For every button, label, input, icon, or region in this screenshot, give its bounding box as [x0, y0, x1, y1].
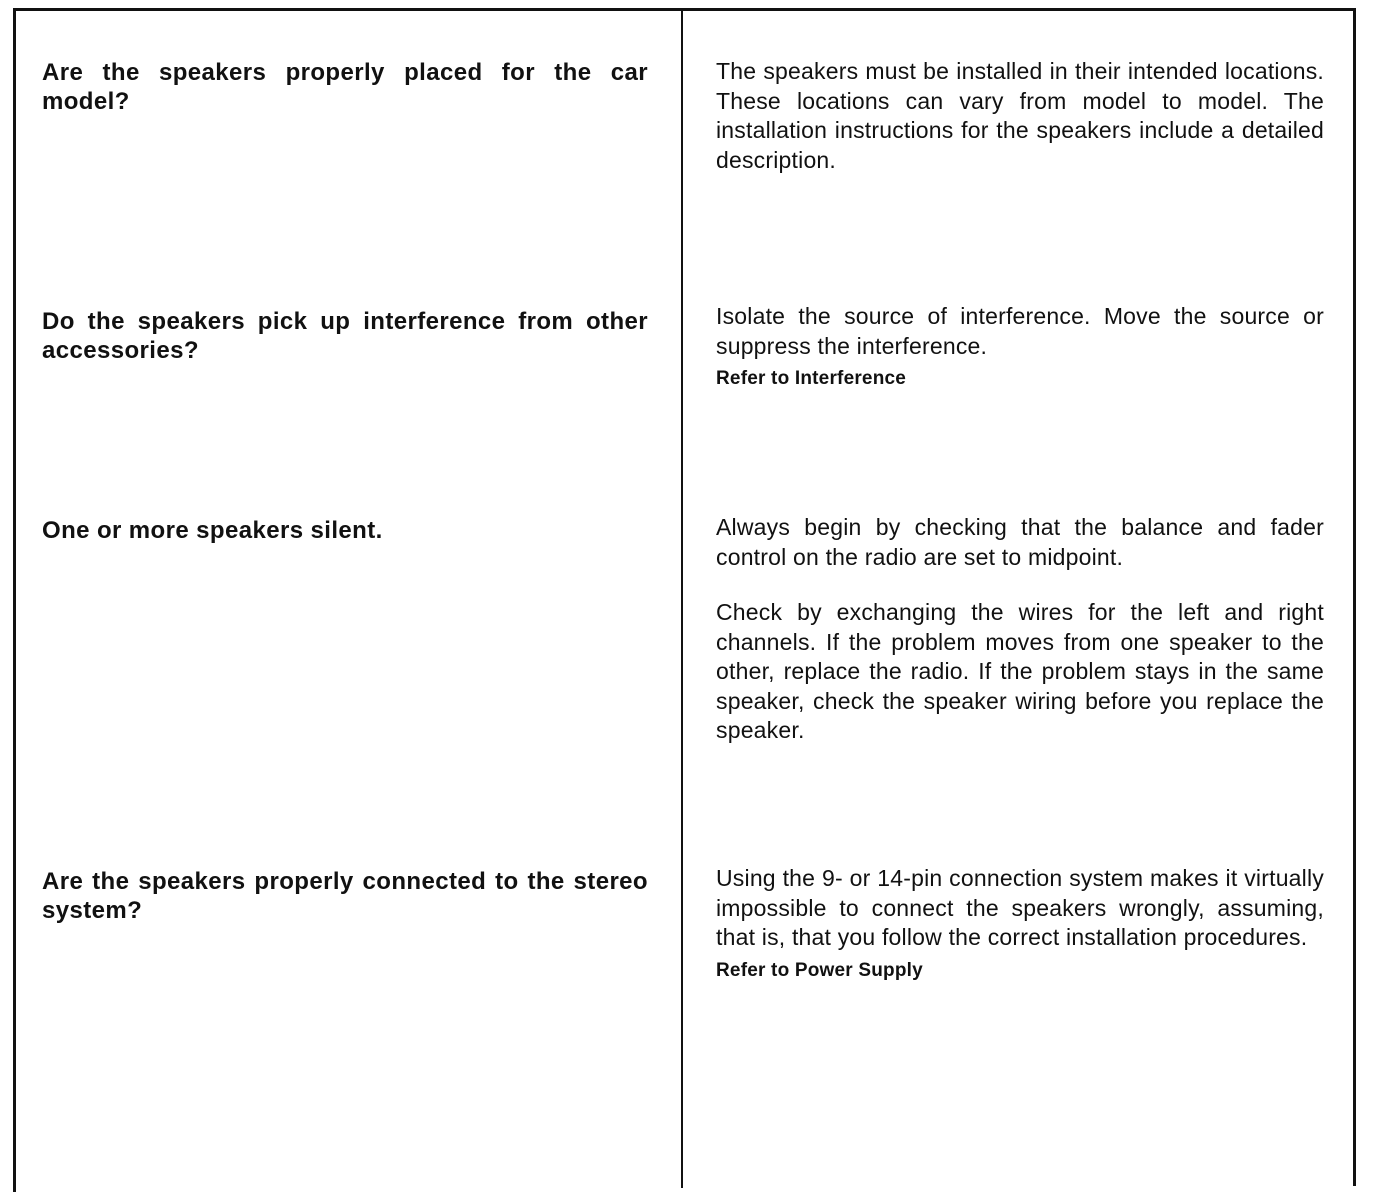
question-interference: Do the speakers pick up interference from other accessories?	[42, 308, 648, 364]
answer-paragraph: The speakers must be installed in their intended locations. These locations can vary from model to model. The installation instructions for the speakers include a detailed description.	[716, 58, 1324, 173]
reference-power-supply: Refer to Power Supply	[716, 959, 923, 981]
question-speaker-placement: Are the speakers properly placed for the car model?	[42, 59, 648, 115]
table-right-rule	[1353, 8, 1356, 1186]
answer-speaker-placement	[716, 57, 1324, 175]
answer-paragraph: Always begin by checking that the balance and fader control on the radio are set to midpoint.	[716, 514, 1324, 570]
answer-paragraph: Check by exchanging the wires for the left and right channels. If the problem moves from one speaker to the other, replace the radio. If the problem stays in the same speaker, check the speaker wiring before you replace the speaker.	[716, 599, 1324, 743]
question-speaker-connection: Are the speakers properly connected to the stereo system?	[42, 868, 648, 924]
answer-interference	[716, 302, 1324, 391]
answer-paragraph: Using the 9- or 14-pin connection system makes it virtually impossible to connect the speakers wrongly, assuming, that is, that you follow the correct installation procedures.	[716, 865, 1324, 950]
table-left-rule	[13, 8, 16, 1192]
answer-speakers-silent	[716, 513, 1324, 746]
answer-speaker-connection	[716, 864, 1324, 983]
question-speakers-silent: One or more speakers silent.	[42, 517, 383, 544]
reference-interference: Refer to Interference	[716, 368, 907, 389]
column-divider	[681, 8, 683, 1188]
table-top-rule	[14, 8, 1356, 11]
answer-paragraph: Isolate the source of interference. Move the source or suppress the interference.	[716, 303, 1324, 359]
